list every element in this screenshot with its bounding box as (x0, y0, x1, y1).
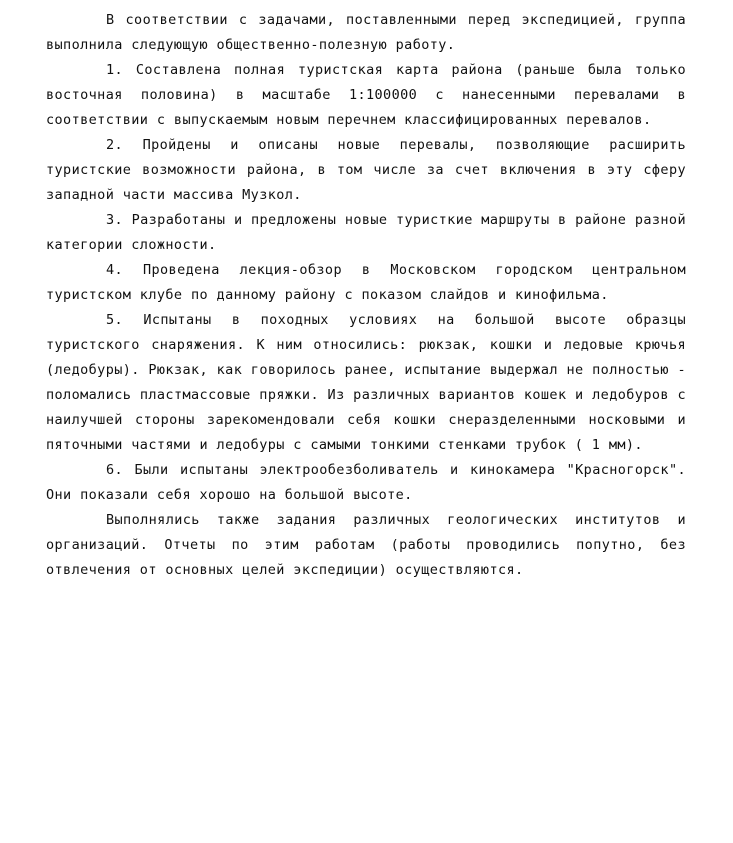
paragraph-item-2: 2. Пройдены и описаны новые перевалы, позволяющие расширить туристские возможности района, в том числе за счет включения в эту сферу западной части массива Музкол. (46, 137, 686, 203)
paragraph-item-4: 4. Проведена лекция-обзор в Московском городском центральном туристском клубе по данному району с показом слайдов и кинофильма. (46, 262, 686, 303)
paragraph-item-1: 1. Составлена полная туристская карта района (раньше была только восточная половина) в масштабе 1:100000 с нанесенными перевалами в соответствии с выпускаемым новым перечнем классифицированных перевалов. (46, 62, 686, 128)
document-page (46, 8, 686, 583)
paragraph-item-6: 6. Были испытаны электрообезболиватель и кинокамера "Красногорск". Они показали себя хорошо на большой высоте. (46, 462, 686, 503)
paragraph-item-3: 3. Разработаны и предложены новые туристкие маршруты в районе разной категории сложности. (46, 212, 686, 253)
paragraph-conclusion: Выполнялись также задания различных геологических институтов и организаций. Отчеты по этим работам (работы проводились попутно, без отвлечения от основных целей экспедиции) осуществляются. (46, 512, 686, 578)
paragraph-intro: В соответствии с задачами, поставленными перед экспедицией, группа выполнила следующую общественно-полезную работу. (46, 12, 686, 53)
paragraph-item-5: 5. Испытаны в походных условиях на большой высоте образцы туристского снаряжения. К ним относились: рюкзак, кошки и ледовые крючья (ледобуры). Рюкзак, как говорилось ранее, испытание выдержал не полностью - поломались пластмассовые пряжки. Из различных вариантов кошек и ледобуров с наилучшей стороны зарекомендовали себя кошки снеразделенными носковыми и пяточными частями и ледобуры с самыми тонкими стенками трубок ( 1 мм). (46, 312, 686, 453)
